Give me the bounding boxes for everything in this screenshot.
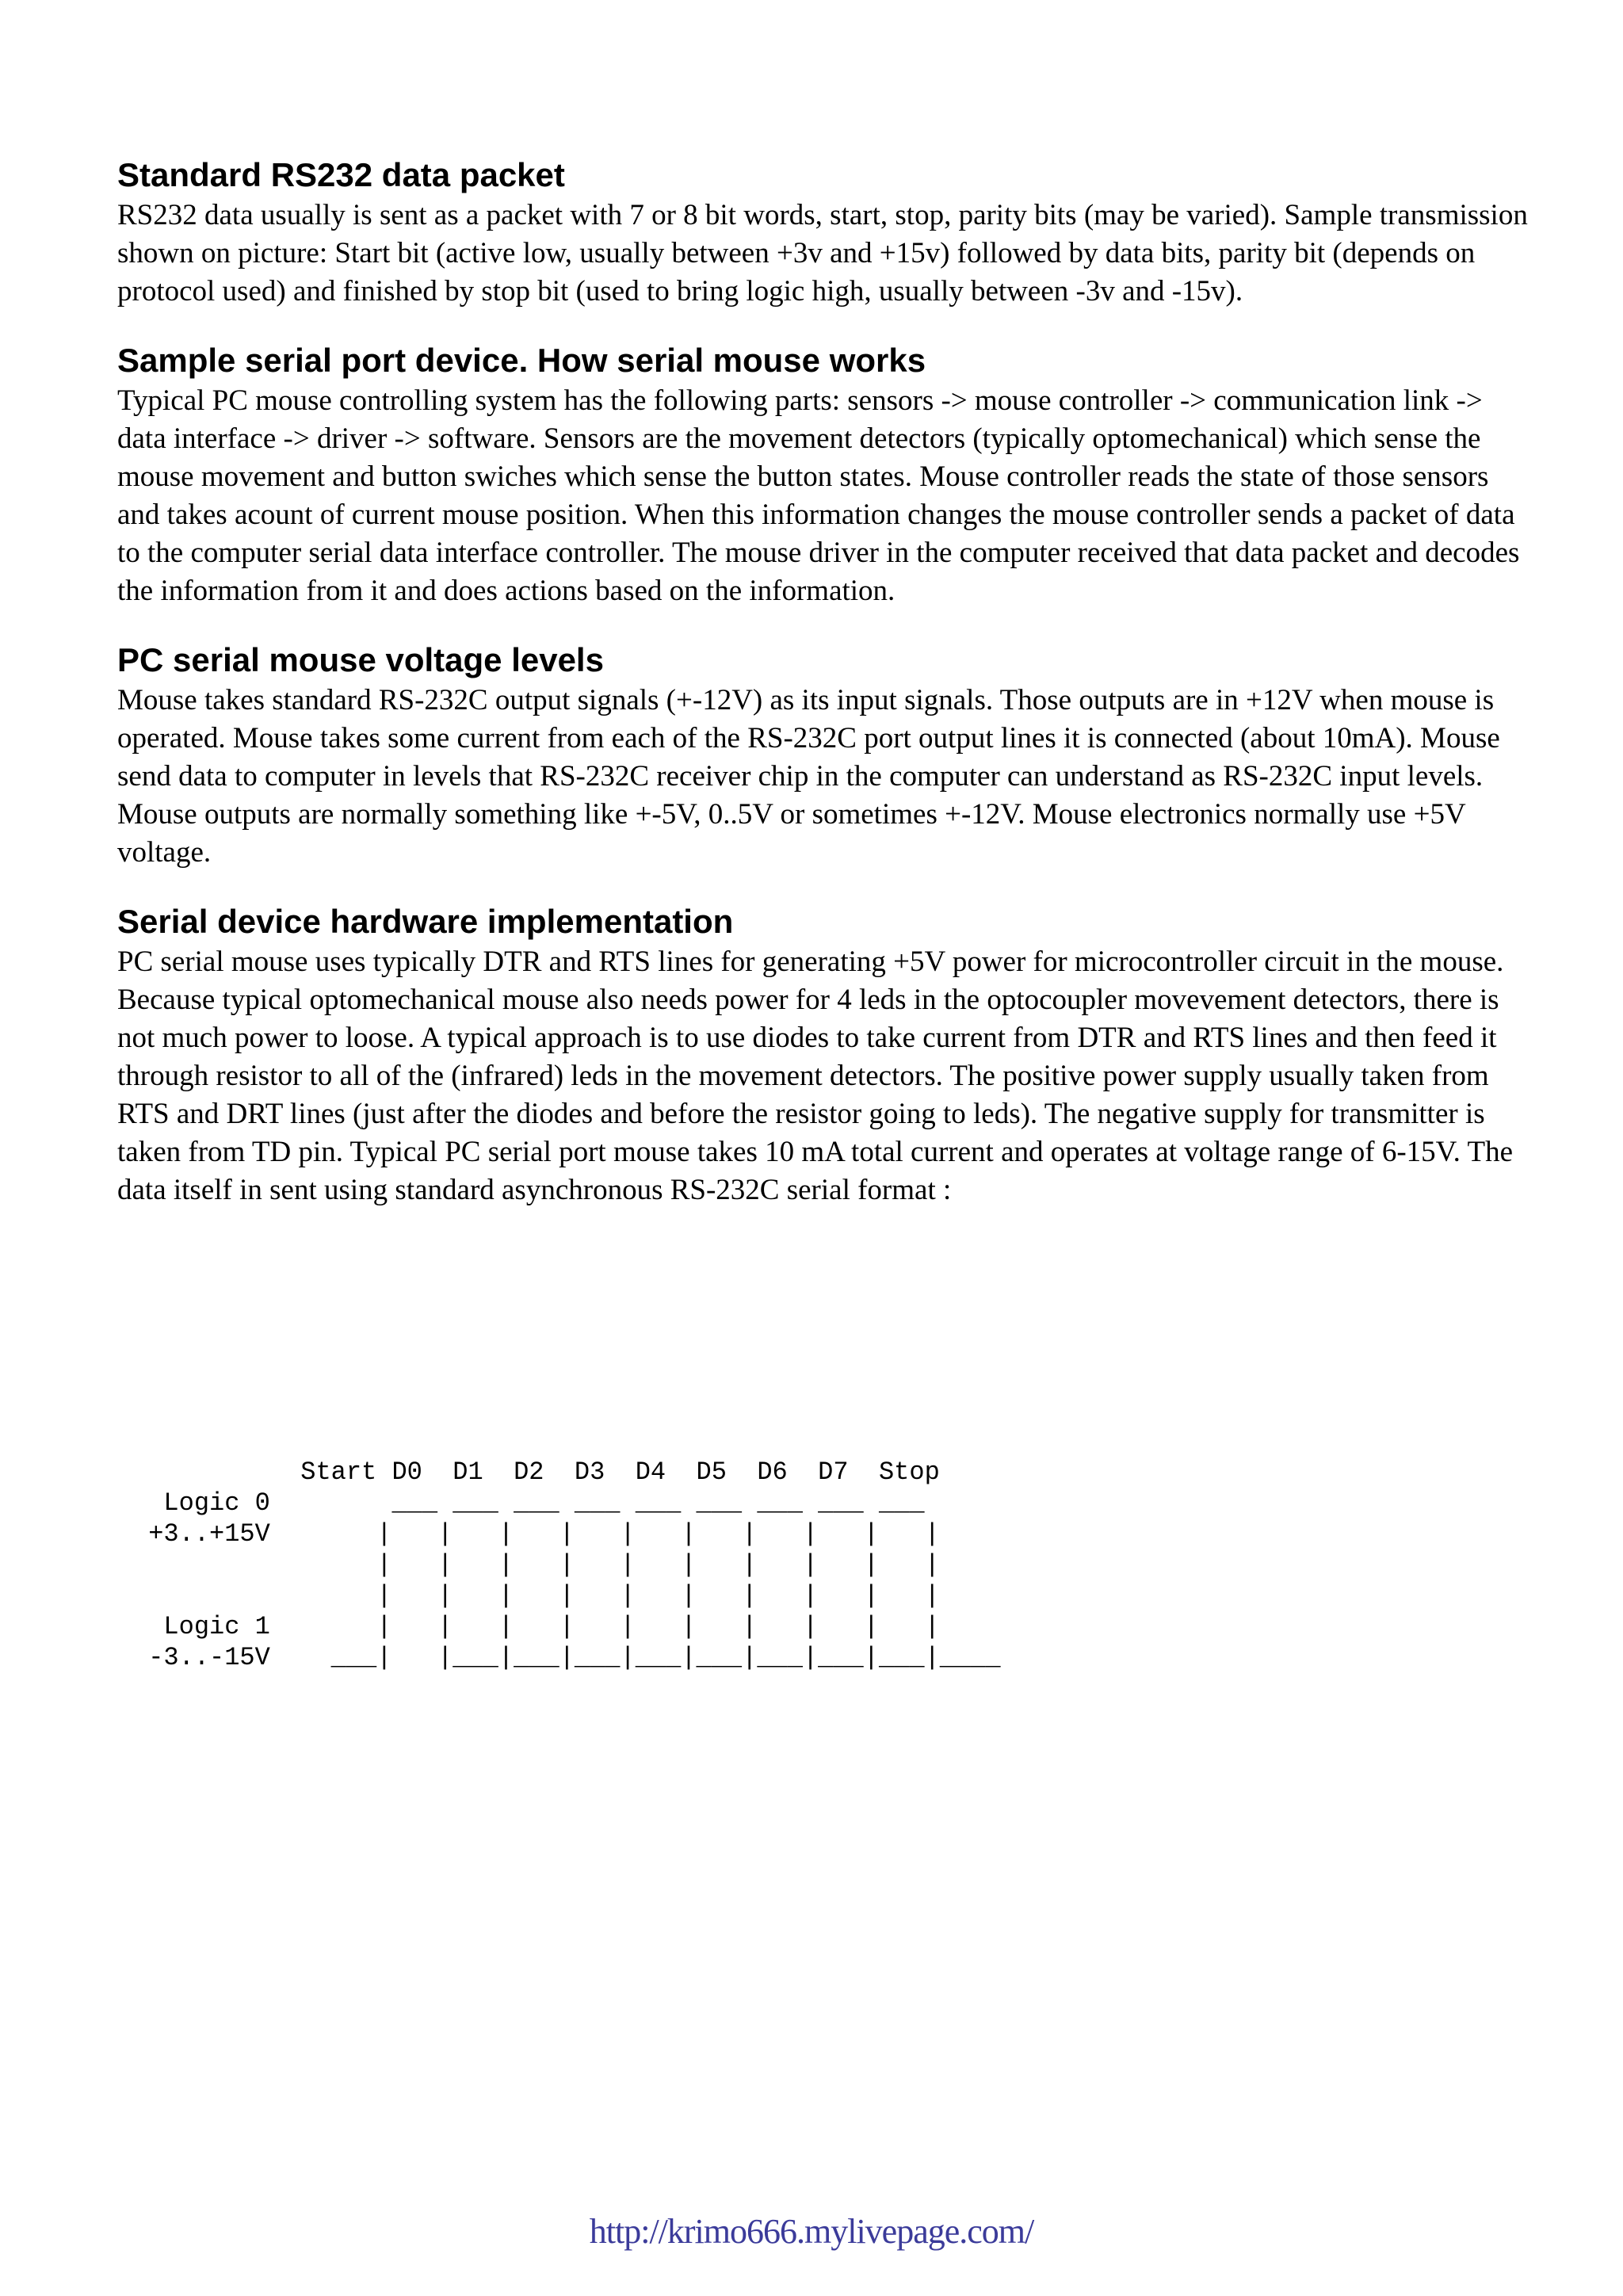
section-paragraph: PC serial mouse uses typically DTR and RTS lines for generating +5V power for microcontroller circuit in the mouse. Because typical optomechanical mouse also needs power for 4 leds in the optocoupler movevement detectors, there is not much power to loose. A typical approach is to use diodes to take current from DTR and RTS lines and then feed it through resistor to all of the (infrared) leds in the movement detectors. The positive power supply usually taken from RTS and DRT lines (just after the diodes and before the resistor going to leds). The negative supply for transmitter is taken from TD pin. Typical PC serial port mouse takes 10 mA total current and operates at voltage range of 6-15V. The data itself in sent using standard asynchronous RS-232C serial format :	[117, 946, 1513, 1206]
section-heading: Serial device hardware implementation	[117, 903, 734, 940]
section-paragraph: Mouse takes standard RS-232C output signals (+-12V) as its input signals. Those outputs are in +12V when mouse is operated. Mouse takes some current from each of the RS-232C port output lines it is connected (about 10mA). Mouse send data to computer in levels that RS-232C receiver chip in the computer can understand as RS-232C input levels. Mouse outputs are normally something like +-5V, 0..5V or sometimes +-12V. Mouse electronics normally use +5V voltage.	[117, 684, 1500, 869]
document-body	[117, 155, 1528, 1240]
section-heading: Sample serial port device. How serial mouse works	[117, 342, 926, 379]
section-heading: Standard RS232 data packet	[117, 156, 565, 193]
section-paragraph: Typical PC mouse controlling system has the following parts: sensors -> mouse controller -> communication link -> data interface -> driver -> software. Sensors are the movement detectors (typically optomechanical) which sense the mouse movement and button swiches which sense the button states. Mouse controller reads the state of those sensors and takes acount of current mouse position. When this information changes the mouse controller sends a packet of data to the computer serial data interface controller. The mouse driver in the computer received that data packet and decodes the information from it and does actions based on the information.	[117, 384, 1520, 607]
section-paragraph: RS232 data usually is sent as a packet with 7 or 8 bit words, start, stop, parity bits (may be varied). Sample transmission shown on picture: Start bit (active low, usually between +3v and +15v) followed by data bits, parity bit (depends on protocol used) and finished by stop bit (used to bring logic high, usually between -3v and -15v).	[117, 199, 1528, 308]
rs232-timing-diagram: Start D0 D1 D2 D3 D4 D5 D6 D7 Stop Logic 0 ___ ___ ___ ___ ___ ___ ___ ___ ___ +3..+15V | | | | | | | | | | | | | | | | | | | | | | | | | | | | | | Logic 1 | | | | | | | | | | -3..-15V ___| |___|___|___|___|___|___|___|___|____	[148, 1457, 1001, 1672]
section-voltage-levels	[117, 640, 1528, 872]
section-rs232-packet	[117, 155, 1528, 311]
section-heading: PC serial mouse voltage levels	[117, 641, 604, 678]
section-serial-mouse	[117, 341, 1528, 610]
section-hardware-implementation	[117, 902, 1528, 1209]
footer-url-link[interactable]: http://krimo666.mylivepage.com/	[589, 2212, 1034, 2251]
